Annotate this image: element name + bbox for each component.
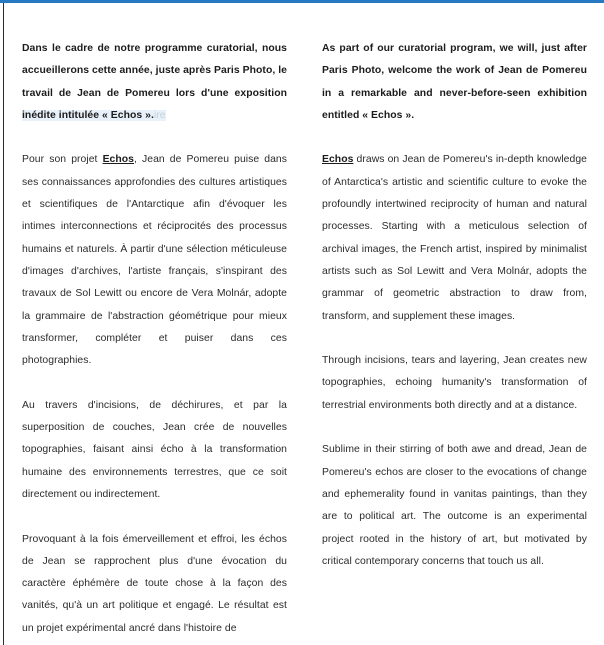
text-run: Sublime in their stirring of both awe and dread, Jean de Pomereu's echos are closer to the evocations of change and ephemerality found in vanitas paintings, than they are to political art. The outcome is an experimental project rooted in the history of art, but motivated by critical contemporary concerns that touch us all. <box>322 444 587 567</box>
paragraph <box>22 38 287 127</box>
text-run: Provoquant à la fois émerveillement et effroi, les échos de Jean se rapprochent plus d'une évocation du caractère éphémère de toute chose à la façon des vanités, qu'à un art politique et engagé. Le résultat est un projet expérimental ancré dans l'histoire de <box>22 533 287 634</box>
page-left-border <box>3 3 4 645</box>
text-run: Au travers d'incisions, de déchirures, et par la superposition de couches, Jean crée de nouvelles topographies, faisant ainsi écho à la transformation humaine des environnements terrestres, que ce soit directement ou indirectement. <box>22 399 287 500</box>
column-french <box>22 38 287 645</box>
ghost-suggestion-text: ire <box>153 109 166 121</box>
text-run: Pour son projet <box>22 154 103 166</box>
text-run: draws on Jean de Pomereu's in-depth knowledge of Antarctica's artistic and scientific culture to evoke the profoundly intertwined reciprocity of human and natural processes. Starting with a meticulous selection of archival images, the French artist, inspired by minimalist artists such as Sol Lewitt and Vera Molnár, adopts the grammar of geometric abstraction to draw from, transform, and supplement these images. <box>322 154 587 322</box>
paragraph <box>322 350 587 417</box>
top-accent-bar <box>0 0 604 3</box>
column-english <box>322 38 587 645</box>
paragraph <box>22 395 287 506</box>
text-run: , Jean de Pomereu puise dans ses connaissances approfondies des cultures artistiques et scientifiques de l'Antarctique afin d'évoquer les intimes interconnections et réciprocités des processus humains et naturels. À partir d'une sélection méticuleuse d'images d'archives, l'artiste français, s'inspirant des travaux de Sol Lewitt ou encore de Vera Molnár, adopte la grammaire de l'abstraction géométrique pour mieux transformer, compléter et puiser dans ces photographies. <box>22 154 288 367</box>
text-run: Through incisions, tears and layering, Jean creates new topographies, echoing humanity's transformation of terrestrial environments both directly and at a distance. <box>322 355 587 411</box>
paragraph <box>22 149 287 372</box>
highlighted-text: inédite intitulée « Echos ». <box>22 109 154 121</box>
paragraph <box>322 38 587 127</box>
text-run: As part of our curatorial program, we will, just after Paris Photo, welcome the work of Jean de Pomereu in a remarkable and never-before-seen exhibition entitled « Echos ». <box>322 43 587 121</box>
text-run: Dans le cadre de notre programme curatorial, nous accueillerons cette année, juste après Paris Photo, le travail de Jean de Pomereu lors d'une exposition <box>22 43 287 99</box>
paragraph <box>322 149 587 327</box>
text-run: Echos <box>102 154 134 166</box>
two-column-text <box>22 38 587 645</box>
paragraph <box>22 529 287 640</box>
paragraph <box>322 439 587 573</box>
text-run: Echos <box>322 154 354 166</box>
